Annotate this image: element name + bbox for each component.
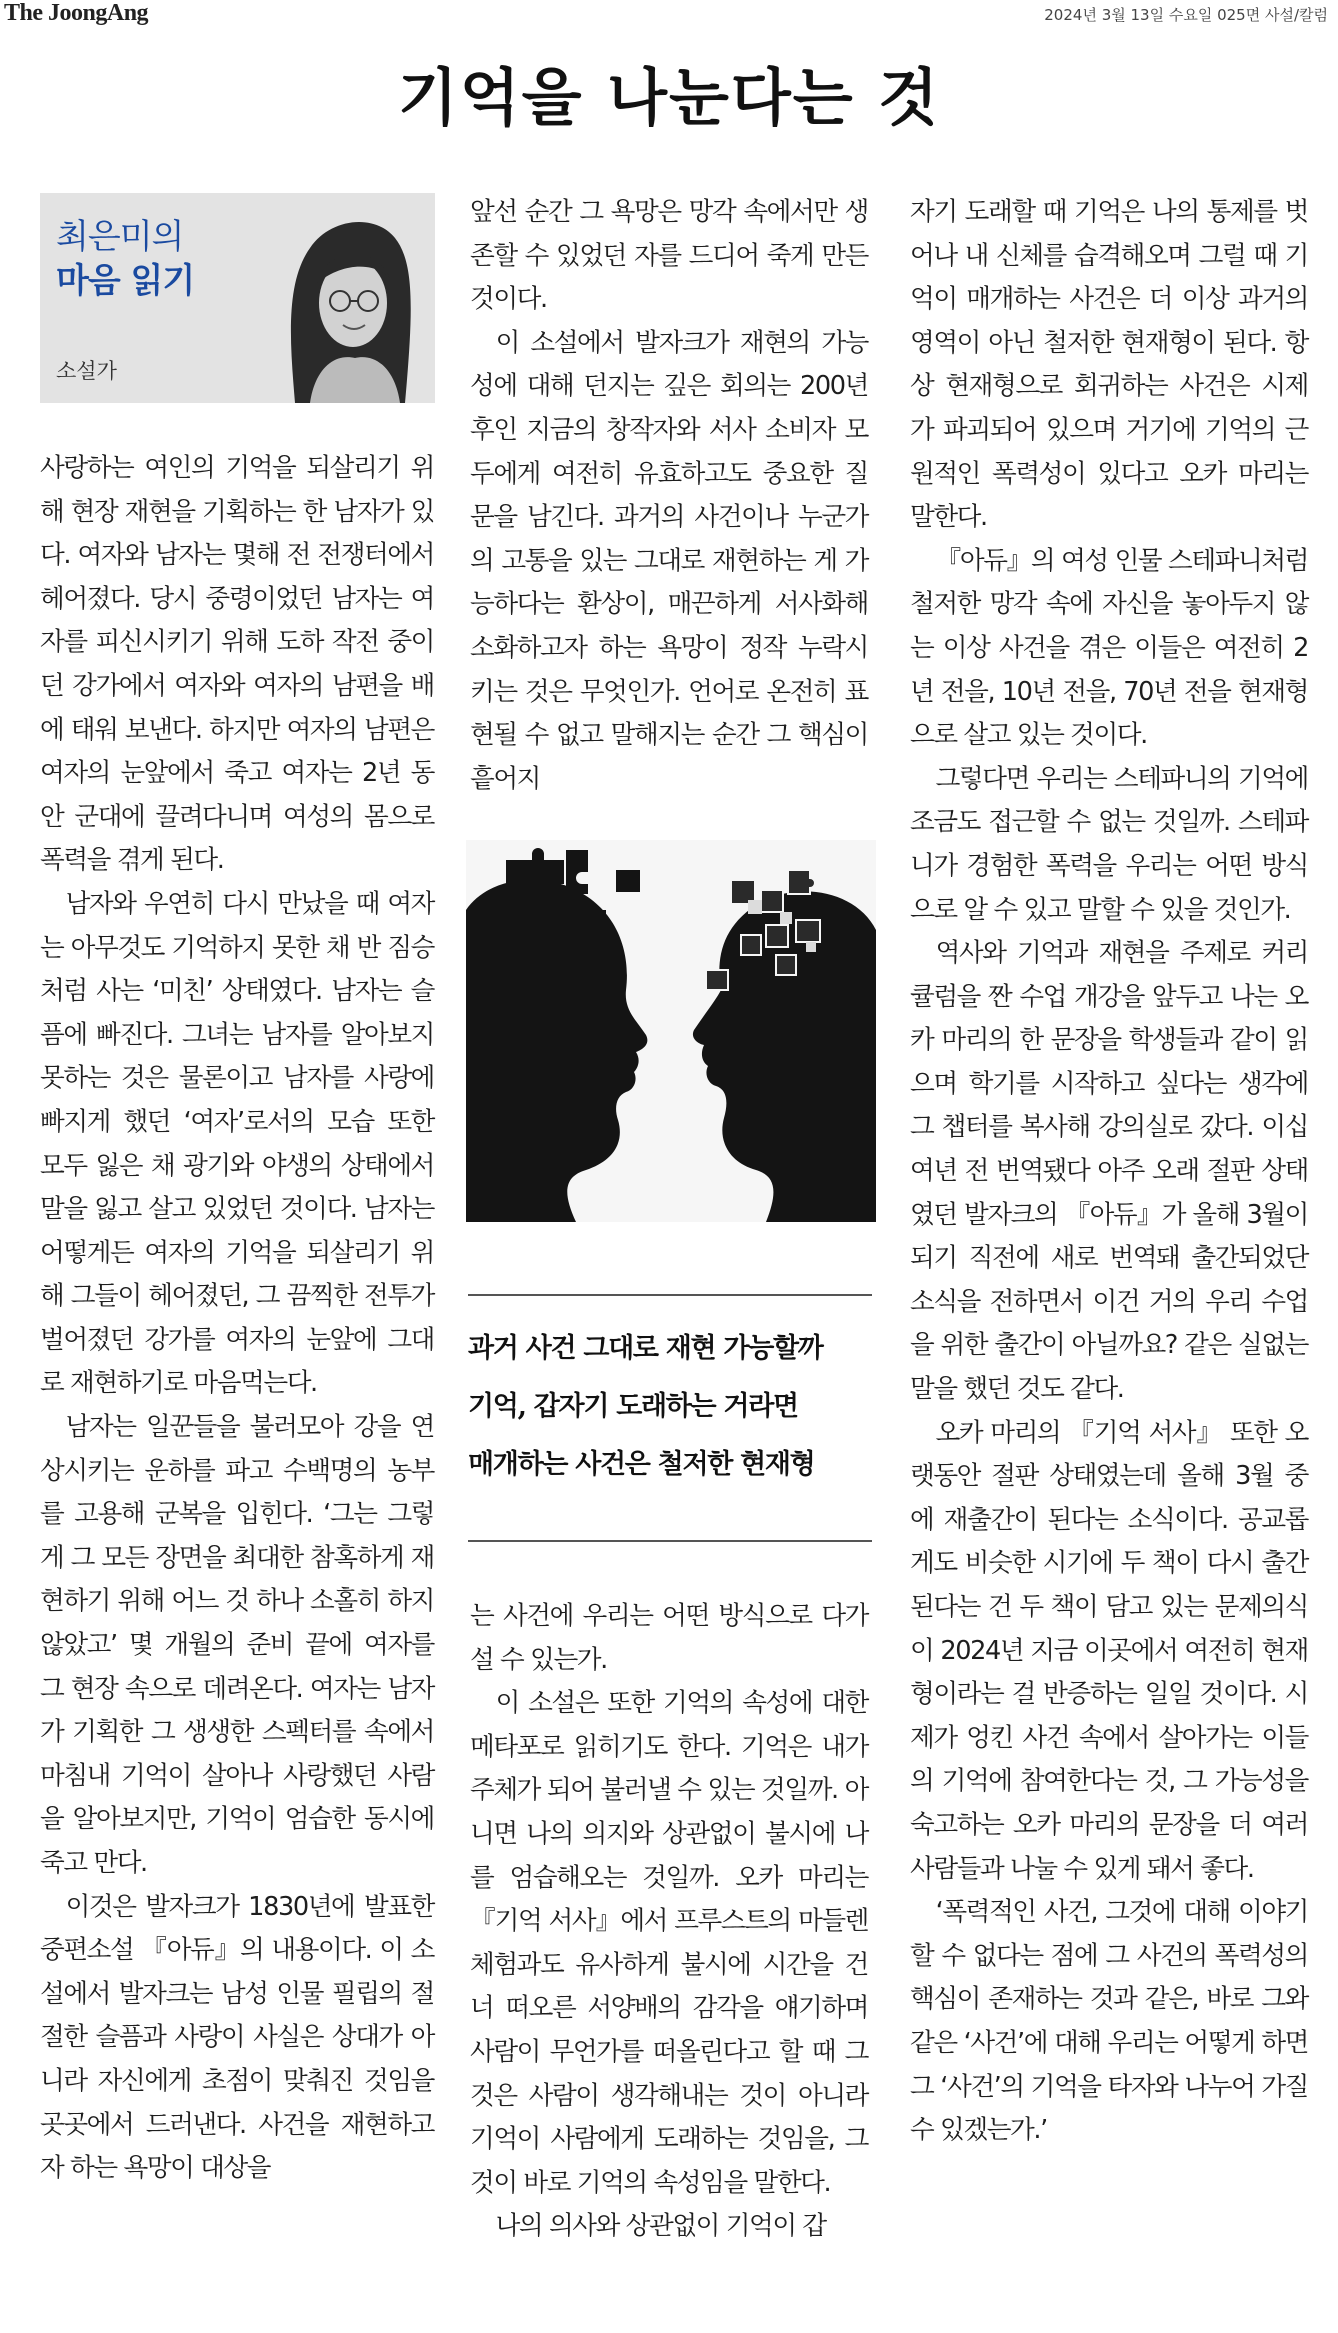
article-column-3: [910, 191, 1308, 2153]
paragraph: 그렇다면 우리는 스테파니의 기억에 조금도 접근할 수 없는 것일까. 스테파니가 경험한 폭력을 우리는 어떤 방식으로 알 수 있고 말할 수 있을 것인가.: [910, 763, 1308, 925]
columnist-role: 소설가: [56, 359, 117, 383]
article-column-1: [40, 447, 434, 2191]
pull-quote-line: 과거 사건 그대로 재현 가능할까: [468, 1333, 823, 1364]
paragraph: 앞선 순간 그 욕망은 망각 속에서만 생존할 수 있었던 자를 드디어 죽게 만든 것이다.: [470, 197, 868, 315]
paragraph: 역사와 기억과 재현을 주제로 커리큘럼을 짠 수업 개강을 앞두고 나는 오카 마리의 한 문장을 학생들과 같이 읽으며 학기를 시작하고 싶다는 생각에 그 챕터를 복사해 강의실로 갔다. 이십여년 전 번역됐다 아주 오래 절판 상태였던 발자크의 『아듀』가 올해 3월이 되기 직전에 새로 번역돼 출간되었단 소식을 전하면서 이건 거의 우리 수업을 위한 출간이 아닐까요? 같은 실없는 말을 했던 것도 같다.: [910, 938, 1308, 1405]
article-column-2-top: [470, 191, 868, 801]
columnist-byline-box: [40, 193, 435, 403]
paragraph: 남자는 일꾼들을 불러모아 강을 연상시키는 운하를 파고 수백명의 농부를 고용해 군복을 입힌다. ‘그는 그렇게 그 모든 장면을 최대한 참혹하게 재현하기 위해 어느 것 하나 소홀히 하지 않았고’ 몇 개월의 준비 끝에 여자를 그 현장 속으로 데려온다. 여자는 남자가 기획한 그 생생한 스펙터를 속에서 마침내 기억이 살아나 사랑했던 사람을 알아보지만, 기억이 엄습한 동시에 죽고 만다.: [40, 1412, 434, 1878]
newspaper-logo: The JoongAng: [4, 0, 149, 26]
paragraph: 남자와 우연히 다시 만났을 때 여자는 아무것도 기억하지 못한 채 반 짐승처럼 사는 ‘미친’ 상태였다. 남자는 슬픔에 빠진다. 그녀는 남자를 알아보지 못하는 것은 물론이고 남자를 사랑에 빠지게 했던 ‘여자’로서의 모습 또한 모두 잃은 채 광기와 야생의 상태에서 말을 잃고 살고 있었던 것이다. 남자는 어떻게든 여자의 기억을 되살리기 위해 그들이 헤어졌던, 그 끔찍한 전투가 벌어졌던 강가를 여자의 눈앞에 그대로 재현하기로 마음먹는다.: [40, 888, 434, 1399]
pull-quote-line: 기억, 갑자기 도래하는 거라면: [468, 1391, 798, 1422]
pull-quote-rule-top: [468, 1294, 872, 1296]
pull-quote-line: 매개하는 사건은 철저한 현재형: [468, 1449, 815, 1480]
paragraph: 이 소설은 또한 기억의 속성에 대한 메타포로 읽히기도 한다. 기억은 내가 주체가 되어 불러낼 수 있는 것일까. 아니면 나의 의지와 상관없이 불시에 나를 엄습해오는 것일까. 오카 마리는 『기억 서사』에서 프루스트의 마들렌 체험과도 유사하게 불시에 시간을 건너 떠오른 서양배의 감각을 얘기하며 사람이 무언가를 떠올린다고 할 때 그것은 사람이 생각해내는 것이 아니라 기억이 사람에게 도래하는 것임을, 그것이 바로 기억의 속성임을 말한다.: [470, 1688, 868, 2198]
paragraph: 는 사건에 우리는 어떤 방식으로 다가설 수 있는가.: [470, 1601, 868, 1675]
paragraph: 자기 도래할 때 기억은 나의 통제를 벗어나 내 신체를 습격해오며 그럴 때 기억이 매개하는 사건은 더 이상 과거의 영역이 아닌 철저한 현재형이 된다. 항상 현재형으로 회귀하는 사건은 시제가 파괴되어 있으며 거기에 기억의 근원적인 폭력성이 있다고 오카 마리는 말한다.: [910, 197, 1308, 533]
paragraph: ‘폭력적인 사건, 그것에 대해 이야기할 수 없다는 점에 그 사건의 폭력성의 핵심이 존재하는 것과 같은, 바로 그와 같은 ‘사건’에 대해 우리는 어떻게 하면 그 ‘사건’의 기억을 타자와 나누어 가질 수 있겠는가.’: [910, 1897, 1308, 2146]
paragraph: 이것은 발자크가 1830년에 발표한 중편소설 『아듀』의 내용이다. 이 소설에서 발자크는 남성 인물 필립의 절절한 슬픔과 사랑이 사실은 상대가 아니라 자신에게 초점이 맞춰진 것임을 곳곳에서 드러낸다. 사건을 재현하고자 하는 욕망이 대상을: [40, 1891, 434, 2184]
paragraph: 이 소설에서 발자크가 재현의 가능성에 대해 던지는 깊은 회의는 200년 후인 지금의 창작자와 서사 소비자 모두에게 여전히 유효하고도 중요한 질문을 남긴다. 과거의 사건이나 누군가의 고통을 있는 그대로 재현하는 게 가능하다는 환상이, 매끈하게 서사화해 소화하고자 하는 욕망이 정작 누락시키는 것은 무엇인가. 언어로 온전히 표현될 수 없고 말해지는 순간 그 핵심이 흩어지: [470, 327, 868, 794]
paragraph: 나의 의사와 상관없이 기억이 갑: [495, 2211, 826, 2242]
headline: 기억을 나눈다는 것: [397, 61, 941, 134]
article-column-2-bottom: [470, 1595, 868, 2249]
paragraph: 사랑하는 여인의 기억을 되살리기 위해 현장 재현을 기획하는 한 남자가 있다. 여자와 남자는 몇해 전 전쟁터에서 헤어졌다. 당시 중령이었던 남자는 여자를 피신시키기 위해 도하 작전 중이던 강가에서 여자와 여자의 남편을 배에 태워 보낸다. 하지만 여자의 남편은 여자의 눈앞에서 죽고 여자는 2년 동안 군대에 끌려다니며 여성의 몸으로 폭력을 겪게 된다.: [40, 453, 434, 876]
paragraph: 오카 마리의 『기억 서사』 또한 오랫동안 절판 상태였는데 올해 3월 중에 재출간이 된다는 소식이다. 공교롭게도 비슷한 시기에 두 책이 다시 출간된다는 건 두 책이 담고 있는 문제의식이 2024년 지금 이곳에서 여전히 현재형이라는 걸 반증하는 일일 것이다. 시제가 엉킨 사건 속에서 살아가는 이들의 기억에 참여한다는 것, 그 가능성을 숙고하는 오카 마리의 문장을 더 여러 사람들과 나눌 수 있게 돼서 좋다.: [910, 1417, 1308, 1884]
paragraph: 『아듀』의 여성 인물 스테파니처럼 철저한 망각 속에 자신을 놓아두지 않는 이상 사건을 겪은 이들은 여전히 2년 전을, 10년 전을, 70년 전을 현재형으로 살고 있는 것이다.: [910, 545, 1308, 751]
columnist-portrait: [255, 193, 435, 403]
puzzle-silhouette-illustration: [466, 840, 876, 1222]
pull-quote: [468, 1320, 872, 1494]
pull-quote-rule-bottom: [468, 1540, 872, 1542]
column-title-line1: 최은미의: [56, 217, 184, 257]
column-title: [56, 215, 194, 303]
dateline: 2024년 3월 13일 수요일 025면 사설/칼럼: [1044, 6, 1328, 24]
masthead: [0, 0, 1338, 30]
column-title-line2: 마음 읽기: [56, 261, 195, 301]
